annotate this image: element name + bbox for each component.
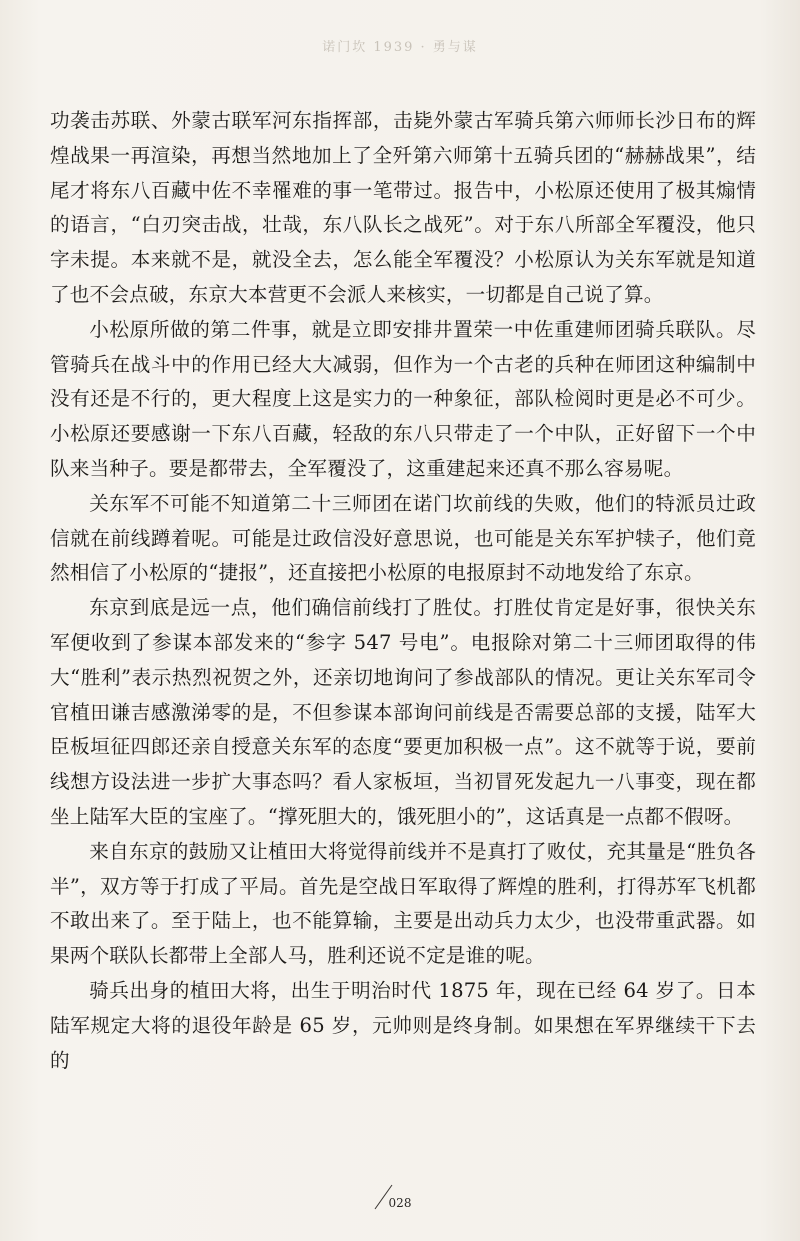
paragraph-2: 小松原所做的第二件事，就是立即安排井置荣一中佐重建师团骑兵联队。尽管骑兵在战斗中的作用已经大大减弱，但作为一个古老的兵种在师团这种编制中没有还是不行的，更大程度上这是实力的一种象征，部队检阅时更是必不可少。小松原还要感谢一下东八百藏，轻敌的东八只带走了一个中队，正好留下一个中队来当种子。要是都带去，全军覆没了，这重建起来还真不那么容易呢。 (50, 317, 756, 480)
paragraph-1: 功袭击苏联、外蒙古联军河东指挥部，击毙外蒙古军骑兵第六师师长沙日布的辉煌战果一再渲染，再想当然地加上了全歼第六师第十五骑兵团的“赫赫战果”，结尾才将东八百藏中佐不幸罹难的事一笔带过。报告中，小松原还使用了极其煽情的语言，“白刃突击战，壮哉，东八队长之战死”。对于东八所部全军覆没，他只字未提。本来就不是，就没全去，怎么能全军覆没？小松原认为关东军就是知道了也不会点破，东京大本营更不会派人来核实，一切都是自己说了算。 (50, 109, 756, 306)
paragraph-5: 来自东京的鼓励又让植田大将觉得前线并不是真打了败仗，充其量是“胜负各半”，双方等于打成了平局。首先是空战日军取得了辉煌的胜利，打得苏军飞机都不敢出来了。至于陆上，也不能算输，主要是出动兵力太少，也没带重武器。如果两个联队长都带上全部人马，胜利还说不定是谁的呢。 (50, 839, 756, 968)
page-body (50, 104, 756, 1078)
paragraph-6: 骑兵出身的植田大将，出生于明治时代 1875 年，现在已经 64 岁了。日本陆军规定大将的退役年龄是 65 岁，元帅则是终身制。如果想在军界继续干下去的 (50, 978, 756, 1072)
running-header: 诺门坎 1939 · 勇与谋 (322, 40, 478, 55)
paragraph-4: 东京到底是远一点，他们确信前线打了胜仗。打胜仗肯定是好事，很快关东军便收到了参谋本部发来的“参字 547 号电”。电报除对第二十三师团取得的伟大“胜利”表示热烈祝贺之外，还亲切地询问了参战部队的情况。更让关东军司令官植田谦吉感激涕零的是，不但参谋本部询问前线是否需要总部的支援，陆军大臣板垣征四郎还亲自授意关东军的态度“要更加积极一点”。这不就等于说，要前线想方设法进一步扩大事态吗？看人家板垣，当初冒死发起九一八事变，现在都坐上陆军大臣的宝座了。“撑死胆大的，饿死胆小的”，这话真是一点都不假呀。 (50, 596, 756, 828)
page-number: 028 (388, 1196, 412, 1210)
paragraph-3: 关东军不可能不知道第二十三师团在诺门坎前线的失败，他们的特派员辻政信就在前线蹲着呢。可能是辻政信没好意思说，也可能是关东军护犊子，他们竟然相信了小松原的“捷报”，还直接把小松原的电报原封不动地发给了东京。 (50, 491, 756, 585)
